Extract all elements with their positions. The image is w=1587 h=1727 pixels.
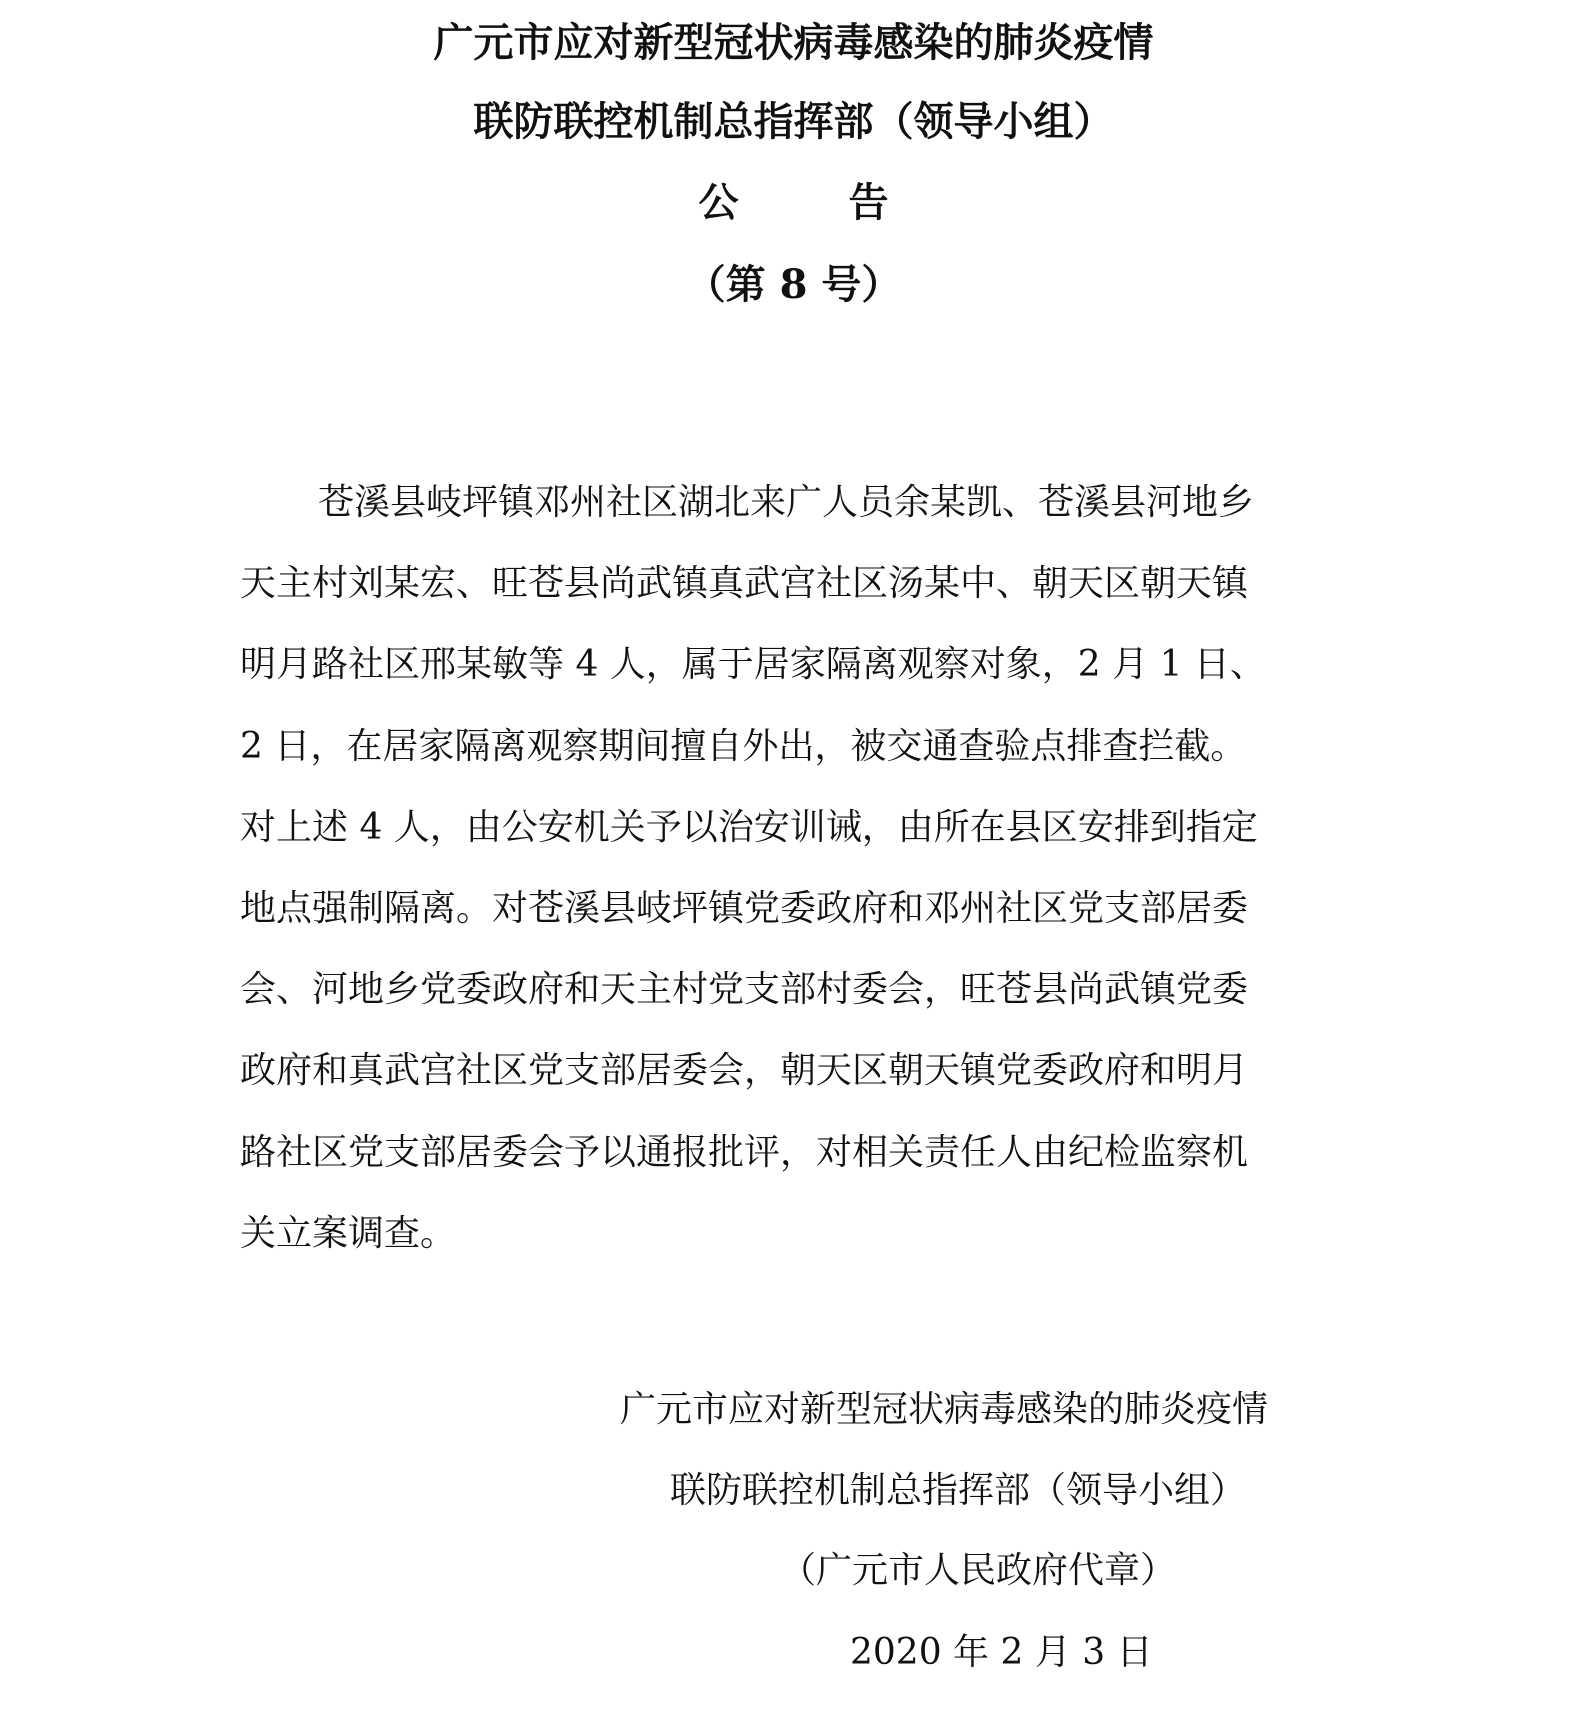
- body-line-8: 政府和真武宫社区党支部居委会，朝天区朝天镇党委政府和明月: [240, 1050, 1249, 1091]
- doc-type-heading: 公告: [698, 179, 999, 226]
- body-line-3: 明月路社区邢某敏等 4 人，属于居家隔离观察对象，2 月 1 日、: [240, 644, 1266, 685]
- body-line-2: 天主村刘某宏、旺苍县尚武镇真武宫社区汤某中、朝天区朝天镇: [240, 563, 1249, 604]
- body-line-7: 会、河地乡党委政府和天主村党支部村委会，旺苍县尚武镇党委: [240, 969, 1249, 1010]
- body-line-10: 关立案调查。: [240, 1213, 457, 1254]
- title-line-1: 广元市应对新型冠状病毒感染的肺炎疫情: [433, 19, 1154, 66]
- doc-number: （第 8 号）: [685, 261, 902, 308]
- body-line-1: 苍溪县岐坪镇邓州社区湖北来广人员余某凯、苍溪县河地乡: [318, 482, 1255, 523]
- signature-seal-note: （广元市人民政府代章）: [780, 1550, 1177, 1591]
- title-line-2: 联防联控机制总指挥部（领导小组）: [473, 98, 1114, 145]
- signature-org-line-1: 广元市应对新型冠状病毒感染的肺炎疫情: [620, 1389, 1269, 1430]
- signature-org-line-2: 联防联控机制总指挥部（领导小组）: [670, 1470, 1247, 1511]
- body-line-5: 对上述 4 人，由公安机关予以治安训诫，由所在县区安排到指定: [240, 807, 1258, 848]
- body-line-4: 2 日，在居家隔离观察期间擅自外出，被交通查验点排查拦截。: [240, 726, 1247, 767]
- body-line-9: 路社区党支部居委会予以通报批评，对相关责任人由纪检监察机: [240, 1132, 1249, 1173]
- body-line-6: 地点强制隔离。对苍溪县岐坪镇党委政府和邓州社区党支部居委: [240, 888, 1249, 929]
- signature-date: 2020 年 2 月 3 日: [850, 1632, 1153, 1673]
